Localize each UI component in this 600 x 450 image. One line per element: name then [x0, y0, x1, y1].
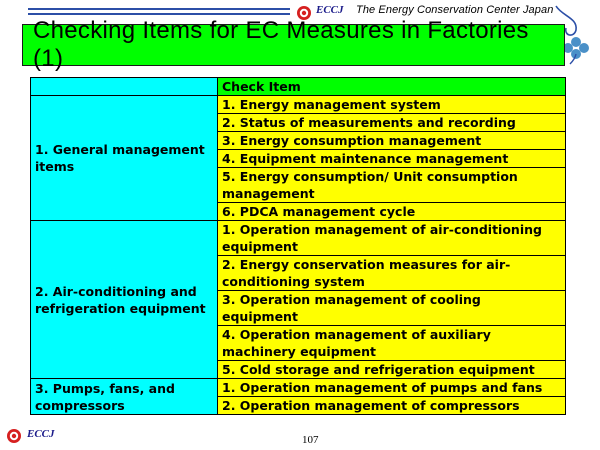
- check-item-cell: 2. Energy conservation measures for air-conditioning system: [218, 256, 566, 291]
- check-item-cell: 2. Operation management of compressors: [218, 397, 566, 415]
- category-cell: 3. Pumps, fans, and compressors: [31, 379, 218, 415]
- column-header-check-item: Check Item: [218, 78, 566, 96]
- page-number: 107: [302, 434, 319, 446]
- table-header-row: [31, 78, 566, 96]
- table-row: [31, 96, 566, 114]
- check-item-cell: 4. Operation management of auxiliary machinery equipment: [218, 326, 566, 361]
- page-title: Checking Items for EC Measures in Factories (1): [33, 17, 529, 72]
- check-item-cell: 1. Operation management of pumps and fans: [218, 379, 566, 397]
- check-item-cell: 1. Energy management system: [218, 96, 566, 114]
- category-cell: 1. General management items: [31, 96, 218, 221]
- category-cell: 2. Air-conditioning and refrigeration equipment: [31, 221, 218, 379]
- table-row: [31, 221, 566, 256]
- header-rule-top: [28, 8, 290, 10]
- header-rule-bottom: [28, 13, 290, 15]
- title-banner: [22, 17, 565, 72]
- check-item-cell: 1. Operation management of air-conditioning equipment: [218, 221, 566, 256]
- check-item-cell: 2. Status of measurements and recording: [218, 114, 566, 132]
- header-corner-cell: [31, 78, 218, 96]
- footer-org-short: ECCJ: [27, 428, 55, 440]
- table-row: [31, 379, 566, 397]
- eccj-logo-icon: [6, 428, 22, 444]
- header-org-name: The Energy Conservation Center Japan: [356, 4, 554, 16]
- check-items-table: [30, 77, 566, 415]
- check-item-cell: 6. PDCA management cycle: [218, 203, 566, 221]
- check-item-cell: 3. Operation management of cooling equipment: [218, 291, 566, 326]
- check-item-cell: 4. Equipment maintenance management: [218, 150, 566, 168]
- check-item-cell: 3. Energy consumption management: [218, 132, 566, 150]
- header-org-short: ECCJ: [316, 4, 344, 16]
- check-item-cell: 5. Cold storage and refrigeration equipment: [218, 361, 566, 379]
- check-item-cell: 5. Energy consumption/ Unit consumption management: [218, 168, 566, 203]
